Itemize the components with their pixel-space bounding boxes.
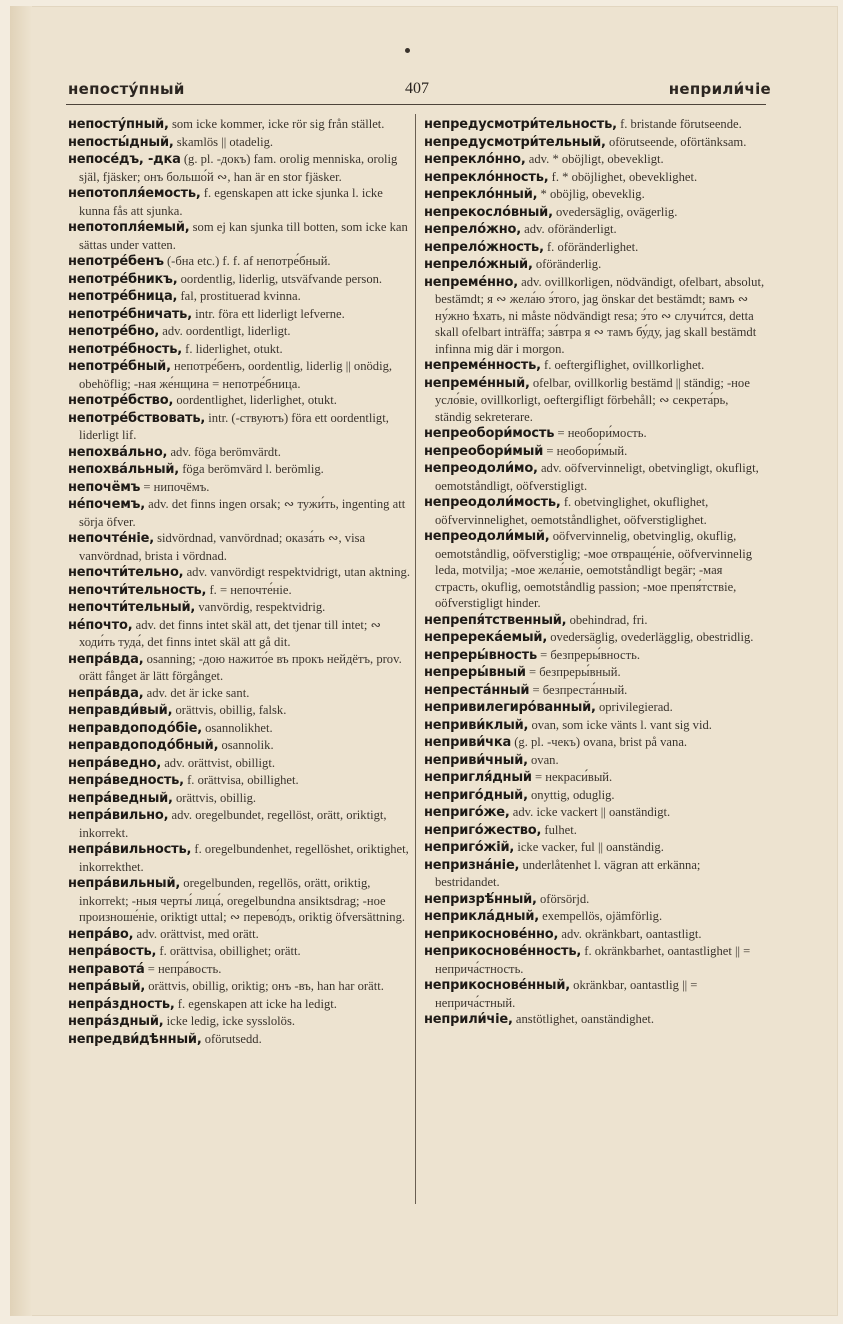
entry-headword: непочти́тельный, — [68, 600, 196, 615]
entry-definition: f. obetvinglighet, okuflighet, oöfvervinnelighet, oemotståndlighet, oöfverstiglighet. — [435, 495, 709, 527]
right-column — [424, 116, 767, 1029]
entry-definition: = необори́мый. — [546, 443, 628, 458]
entry-definition: underlåtenhet l. vägran att erkänna; bestridandet. — [435, 857, 701, 889]
entry-definition: adv. det är icke sant. — [146, 685, 250, 700]
entry-definition: osannolik. — [221, 738, 274, 752]
entry-definition: orättvis, obillig, oriktig; онъ -въ, han har orätt. — [148, 979, 384, 993]
entry-definition: (g. pl. -чекъ) ovana, brist på vana. — [514, 735, 688, 749]
entry-headword: непредусмотри́тельность, — [424, 117, 617, 132]
dictionary-entry — [424, 221, 767, 239]
entry-headword: неприкоснове́нность, — [424, 944, 582, 959]
entry-definition: föga berömvärd l. berömlig. — [182, 462, 324, 476]
entry-headword: непосты́дный, — [68, 134, 174, 150]
entry-definition: ovan. — [531, 752, 559, 767]
entry-headword: неприкоснове́нно, — [424, 926, 559, 942]
entry-definition: obehindrad, fri. — [569, 612, 648, 627]
dictionary-entry — [68, 323, 411, 341]
entry-headword: непреклóнность, — [424, 169, 549, 185]
dictionary-entry — [424, 839, 767, 857]
dictionary-entry — [68, 219, 411, 253]
entry-headword: непотре́бенъ — [68, 254, 164, 269]
entry-headword: непра́здность, — [68, 996, 175, 1012]
entry-headword: не́почемъ, — [68, 497, 145, 512]
entry-headword: непотре́бность, — [68, 341, 182, 357]
dictionary-entry — [68, 253, 411, 271]
dictionary-entry — [424, 274, 767, 358]
entry-headword: непотопля́емый, — [68, 220, 190, 235]
entry-headword: непра́вый, — [68, 979, 146, 994]
entry-definition: fal, prostituerad kvinna. — [180, 289, 301, 303]
dictionary-entry — [68, 841, 411, 875]
dictionary-entry — [68, 271, 411, 289]
column-divider — [415, 114, 416, 1204]
dictionary-entry — [68, 996, 411, 1014]
entry-definition: = некраси́вый. — [534, 770, 613, 784]
entry-headword: непра́ведно, — [68, 755, 162, 771]
entry-definition: непотре́бенъ, oordentlig, liderlig || onödig, obehöflig; -ная же́нщина = непотре́бница. — [79, 359, 393, 391]
dictionary-entry — [424, 239, 767, 257]
entry-headword: непригля́дный — [424, 770, 532, 785]
dictionary-entry — [68, 341, 411, 359]
entry-definition: fulhet. — [544, 822, 577, 837]
entry-definition: som icke kommer, icke rör sig från stället. — [171, 117, 385, 131]
dictionary-entry — [424, 375, 767, 426]
dictionary-entry — [68, 134, 411, 152]
entry-definition: adv. * oböjligt, obevekligt. — [528, 152, 664, 166]
entry-headword: непра́вильно, — [68, 808, 169, 823]
entry-headword: непреодоли́мо, — [424, 461, 538, 476]
dictionary-entry — [68, 943, 411, 961]
entry-headword: непредви́дѣнный, — [68, 1031, 202, 1047]
entry-headword: непрелóжно, — [424, 222, 521, 237]
dictionary-entry — [424, 926, 767, 944]
entry-headword: непра́вда, — [68, 685, 144, 701]
entry-headword: непреры́вность — [424, 647, 537, 663]
entry-definition: oförutsedd. — [204, 1031, 262, 1046]
entry-definition: f. oeftergiflighet, ovillkorlighet. — [544, 358, 705, 372]
dictionary-entry — [68, 392, 411, 410]
entry-headword: непохва́льный, — [68, 462, 180, 477]
entry-definition: skamlös || otadelig. — [176, 134, 274, 149]
entry-definition: oordentlighet, liderlighet, otukt. — [176, 393, 337, 407]
entry-definition: oförutseende, oförtänksam. — [608, 134, 747, 149]
dictionary-entry — [424, 460, 767, 494]
entry-definition: adv. icke vackert || oanständigt. — [512, 805, 671, 819]
running-head-right: неприли́чіе — [668, 80, 771, 98]
entry-headword: непреодоли́мость, — [424, 495, 561, 510]
dictionary-entry — [68, 755, 411, 773]
entry-definition: f. orättvisa, obillighet. — [187, 773, 299, 787]
entry-definition: adv. oregelbundet, regellöst, orätt, oriktigt, inkorrekt. — [79, 808, 387, 840]
entry-headword: непочте́ніе, — [68, 531, 154, 546]
entry-headword: непотре́бство, — [68, 393, 174, 408]
dictionary-entry — [424, 682, 767, 700]
dictionary-entry — [68, 479, 411, 497]
entry-headword: непреста́нный — [424, 682, 530, 698]
entry-headword: непреклóнно, — [424, 152, 526, 167]
dictionary-entry — [424, 494, 767, 528]
dictionary-entry — [424, 647, 767, 665]
entry-headword: непотре́бничать, — [68, 306, 192, 322]
dictionary-entry — [424, 357, 767, 375]
entry-definition: (-бна etc.) f. f. af непотре́бный. — [166, 254, 331, 268]
entry-headword: непохва́льно, — [68, 444, 168, 460]
dictionary-entry — [68, 961, 411, 979]
entry-headword: непрелóжный, — [424, 257, 533, 272]
entry-definition: f. oföränderlighet. — [546, 239, 639, 254]
entry-headword: неприви́чка — [424, 735, 512, 750]
dictionary-entry — [68, 306, 411, 324]
dictionary-entry — [424, 612, 767, 630]
entry-headword: непреклóнный, — [424, 187, 538, 202]
entry-definition: oregelbunden, regellös, orätt, oriktig, inkorrekt; -ныя черты́ лица́, oregelbundna ansiktsdrag; -ное произноше́ніе, oriktigt uttal; ∾ перево́дъ, oriktig öfversättning. — [79, 876, 406, 924]
dictionary-entry — [424, 204, 767, 222]
entry-headword: непочёмъ — [68, 479, 141, 495]
entry-headword: непотре́бникъ, — [68, 271, 178, 287]
entry-headword: неправди́вый, — [68, 703, 173, 718]
entry-definition: f. egenskapen att icke ha ledigt. — [177, 996, 337, 1011]
dictionary-entry — [424, 717, 767, 735]
entry-headword: непреодоли́мый, — [424, 529, 550, 544]
entry-definition: adv. ovillkorligen, nödvändigt, ofelbart, absolut, bestämdt; я ∾ жела́ю э́того, jag önskar det bestämdt; вамъ ∾ ну́жно ѣхать, ni måste nödvändigt resa; э́то ∾ случи́тся, detta skall ofelbart inträffa; за́втра я ∾ тамъ бу́ду, jag skall bestämdt infinna mig där i morgon. — [435, 274, 765, 356]
dictionary-entry — [68, 185, 411, 219]
entry-headword: непосе́дъ, -дка — [68, 152, 181, 167]
dictionary-entry — [68, 720, 411, 738]
entry-definition: = непра́вость. — [147, 961, 222, 976]
entry-definition: = безпреста́нный. — [532, 682, 628, 697]
entry-definition: adv. oordentligt, liderligt. — [162, 324, 291, 338]
entry-headword: непра́ведность, — [68, 773, 184, 788]
entry-definition: okränkbar, oantastlig || = неприча́стный. — [435, 978, 698, 1010]
entry-definition: adv. okränkbart, oantastligt. — [561, 926, 702, 941]
entry-definition: som ej kan sjunka till botten, som icke kan sättas under vatten. — [79, 220, 408, 252]
entry-definition: oordentlig, liderlig, utsväfvande person. — [180, 271, 383, 286]
entry-definition: onyttig, oduglig. — [530, 787, 615, 802]
entry-headword: непра́ведный, — [68, 790, 173, 806]
entry-definition: adv. orättvist, med orätt. — [136, 926, 259, 941]
entry-definition: adv. orättvist, obilligt. — [164, 755, 275, 770]
dictionary-entry — [424, 629, 767, 647]
entry-definition: adv. det finns intet skäl att, det tjenar till intet; ∾ ходи́ть туда́, det finns intet skäl att gå dit. — [79, 617, 382, 649]
entry-definition: oföränderlig. — [535, 257, 602, 271]
entry-headword: неприго́жій, — [424, 840, 515, 855]
entry-definition: adv. oöfvervinneligt, obetvingligt, okufligt, oemotståndligt, oöfverstigligt. — [435, 461, 759, 493]
entry-definition: oöfvervinnelig, obetvinglig, okuflig, oemotståndlig, oöfverstiglig; -мое отвраще́ніе, oöfvervinnelig leda, motvilja; -мое жела́ніе, oemotståndligt begär; -мая страсть, okuflig, oemotståndlig passion; -мое препя́тствіе, oöfverstigligt hinder. — [435, 529, 753, 610]
entry-definition: = необори́мость. — [557, 426, 647, 440]
dictionary-entry — [68, 1013, 411, 1031]
dictionary-entry — [68, 737, 411, 755]
page-number: 407 — [405, 80, 429, 97]
entry-headword: не́почто, — [68, 617, 133, 633]
entry-headword: непрекослóвный, — [424, 204, 553, 220]
dictionary-entry — [424, 943, 767, 977]
entry-definition: oprivilegierad. — [598, 700, 673, 714]
dictionary-entry — [68, 685, 411, 703]
entry-headword: непотре́бно, — [68, 324, 160, 339]
entry-headword: неприго́же, — [424, 805, 510, 820]
entry-definition: adv. oföränderligt. — [524, 222, 617, 236]
dictionary-entry — [424, 169, 767, 187]
entry-headword: непра́во, — [68, 926, 134, 942]
entry-headword: неприви́чный, — [424, 752, 528, 768]
dictionary-entry — [424, 787, 767, 805]
entry-headword: неприви́клый, — [424, 717, 529, 733]
entry-definition: osannolikhet. — [205, 720, 273, 735]
entry-headword: непра́здный, — [68, 1014, 164, 1029]
entry-definition: vanvördig, respektvidrig. — [198, 600, 326, 614]
ink-dot — [405, 48, 410, 53]
entry-definition: intr. föra ett liderligt lefverne. — [195, 306, 345, 321]
entry-headword: непререка́емый, — [424, 630, 548, 645]
running-head-left: непосту́пный — [68, 80, 185, 98]
dictionary-entry — [68, 151, 411, 185]
entry-definition: sidvördnad, vanvördnad; оказа́ть ∾, visa vanvördnad, brista i vördnad. — [79, 531, 366, 563]
dictionary-entry — [424, 151, 767, 169]
dictionary-entry — [68, 702, 411, 720]
entry-definition: f. = непочте́ніе. — [209, 582, 292, 597]
dictionary-entry — [424, 857, 767, 891]
entry-definition: ovedersäglig, ovägerlig. — [556, 204, 678, 219]
entry-headword: непра́вость, — [68, 944, 157, 959]
dictionary-entry — [68, 1031, 411, 1049]
dictionary-entry — [68, 926, 411, 944]
entry-definition: orättvis, obillig, falsk. — [175, 703, 287, 717]
entry-headword: непра́вда, — [68, 651, 144, 667]
entry-definition: icke vacker, ful || oanständig. — [517, 840, 664, 854]
dictionary-entry — [424, 425, 767, 443]
entry-headword: непривилегиро́ванный, — [424, 700, 596, 715]
entry-headword: неправота́ — [68, 961, 145, 977]
entry-definition: adv. det finns ingen orsak; ∾ тужи́ть, ingenting att sörja öfver. — [79, 497, 406, 529]
entry-definition: f. oregelbundenhet, regellöshet, oriktighet, inkorrekthet. — [79, 842, 409, 874]
entry-headword: непотре́бствовать, — [68, 410, 206, 426]
dictionary-entry — [424, 977, 767, 1011]
dictionary-entry — [68, 582, 411, 600]
dictionary-entry — [68, 772, 411, 790]
entry-definition: osanning; -дою нажито́е въ прокъ нейдётъ, prov. orätt fånget är lätt förgånget. — [79, 651, 402, 683]
entry-definition: = безпреры́вный. — [529, 665, 621, 679]
entry-definition: adv. föga berömvärdt. — [170, 444, 281, 459]
dictionary-entry — [424, 822, 767, 840]
dictionary-entry — [424, 699, 767, 717]
dictionary-entry — [68, 564, 411, 582]
entry-definition: ofelbar, ovillkorlig bestämd || ständig; -ное усло́віе, ovillkorligt, oeftergifligt förbehåll; ∾ секрета́рь, ständig sekreterare. — [435, 375, 750, 424]
dictionary-entry — [68, 444, 411, 462]
entry-definition: exempellös, ojämförlig. — [542, 909, 663, 923]
dictionary-entry — [424, 804, 767, 822]
dictionary-entry — [424, 186, 767, 204]
entry-headword: непреобори́мость — [424, 426, 555, 441]
entry-headword: непра́вильность, — [68, 842, 192, 857]
dictionary-entry — [68, 288, 411, 306]
dictionary-entry — [424, 664, 767, 682]
dictionary-entry — [424, 891, 767, 909]
entry-definition: ovedersäglig, ovederlägglig, obestridlig. — [550, 630, 754, 644]
dictionary-entry — [424, 443, 767, 461]
entry-definition: f. liderlighet, otukt. — [185, 341, 283, 356]
entry-headword: непреме́нность, — [424, 358, 541, 373]
entry-headword: непочти́тельно, — [68, 565, 184, 580]
entry-headword: неприго́жество, — [424, 822, 542, 838]
dictionary-entry — [68, 116, 411, 134]
entry-definition: = безпреры́вность. — [540, 647, 641, 662]
dictionary-entry — [68, 461, 411, 479]
dictionary-entry — [68, 358, 411, 392]
entry-definition: orättvis, obillig. — [175, 790, 257, 805]
entry-headword: непотре́бный, — [68, 359, 171, 374]
dictionary-entry — [424, 1011, 767, 1029]
entry-definition: f. egenskapen att icke sjunka l. icke kunna fås att sjunka. — [79, 186, 383, 218]
entry-headword: непризна́ніе, — [424, 857, 520, 873]
dictionary-entry — [68, 651, 411, 685]
entry-headword: непрелóжность, — [424, 239, 544, 255]
dictionary-entry — [68, 978, 411, 996]
dictionary-entry — [68, 790, 411, 808]
entry-headword: непреобори́мый — [424, 443, 544, 459]
entry-headword: неприго́дный, — [424, 787, 528, 803]
entry-headword: непотре́бница, — [68, 289, 178, 304]
entry-definition: icke ledig, icke sysslolös. — [166, 1014, 296, 1028]
entry-headword: неприкла́дный, — [424, 909, 539, 924]
dictionary-entry — [68, 496, 411, 530]
dictionary-entry — [424, 134, 767, 152]
entry-headword: неприли́чіе, — [424, 1012, 513, 1027]
header-rule — [66, 104, 766, 105]
entry-headword: непотопля́емость, — [68, 186, 201, 201]
entry-headword: непреры́вный — [424, 665, 526, 680]
entry-definition: oförsörjd. — [539, 891, 590, 906]
entry-definition: adv. vanvördigt respektvidrigt, utan aktning. — [186, 565, 410, 579]
entry-definition: f. bristande förutseende. — [620, 117, 742, 131]
entry-headword: непреме́нно, — [424, 274, 518, 290]
left-column — [68, 116, 411, 1048]
entry-headword: неправдоподо́біе, — [68, 720, 202, 736]
entry-definition: intr. (-ствуютъ) föra ett oordentligt, liderligt lif. — [79, 410, 389, 442]
entry-definition: anstötlighet, oanständighet. — [515, 1012, 655, 1026]
entry-headword: непрепя́тственный, — [424, 612, 567, 628]
entry-definition: f. orättvisa, obillighet; orätt. — [159, 944, 301, 958]
dictionary-entry — [424, 528, 767, 612]
entry-definition: f. okränkbarhet, oantastlighet || = неприча́стность. — [435, 944, 751, 976]
dictionary-entry — [68, 599, 411, 617]
dictionary-entry — [68, 807, 411, 841]
dictionary-entry — [424, 256, 767, 274]
entry-headword: непреме́нный, — [424, 375, 530, 391]
dictionary-entry — [424, 116, 767, 134]
entry-headword: непосту́пный, — [68, 117, 169, 132]
entry-headword: непредусмотри́тельный, — [424, 134, 606, 150]
entry-definition: ovan, som icke vänts l. vant sig vid. — [531, 717, 712, 732]
dictionary-entry — [424, 752, 767, 770]
entry-headword: неправдоподо́бный, — [68, 738, 219, 753]
entry-definition: f. * oböjlighet, obeveklighet. — [551, 169, 698, 184]
dictionary-entry — [68, 617, 411, 651]
dictionary-entry — [424, 734, 767, 752]
dictionary-entry — [68, 875, 411, 926]
entry-definition: (g. pl. -докъ) fam. orolig menniska, orolig själ, fjäsker; онъ большо́й ∾, han är en stor fjäsker. — [79, 152, 398, 184]
entry-headword: непра́вильный, — [68, 876, 181, 891]
dictionary-entry — [424, 908, 767, 926]
entry-headword: неприкоснове́нный, — [424, 978, 570, 993]
entry-headword: непризрѣ́нный, — [424, 891, 537, 907]
dictionary-entry — [68, 530, 411, 564]
dictionary-entry — [424, 769, 767, 787]
entry-definition: * oböjlig, obeveklig. — [540, 187, 645, 201]
entry-headword: непочти́тельность, — [68, 582, 207, 598]
dictionary-entry — [68, 410, 411, 444]
entry-definition: = нипочёмъ. — [143, 479, 210, 494]
